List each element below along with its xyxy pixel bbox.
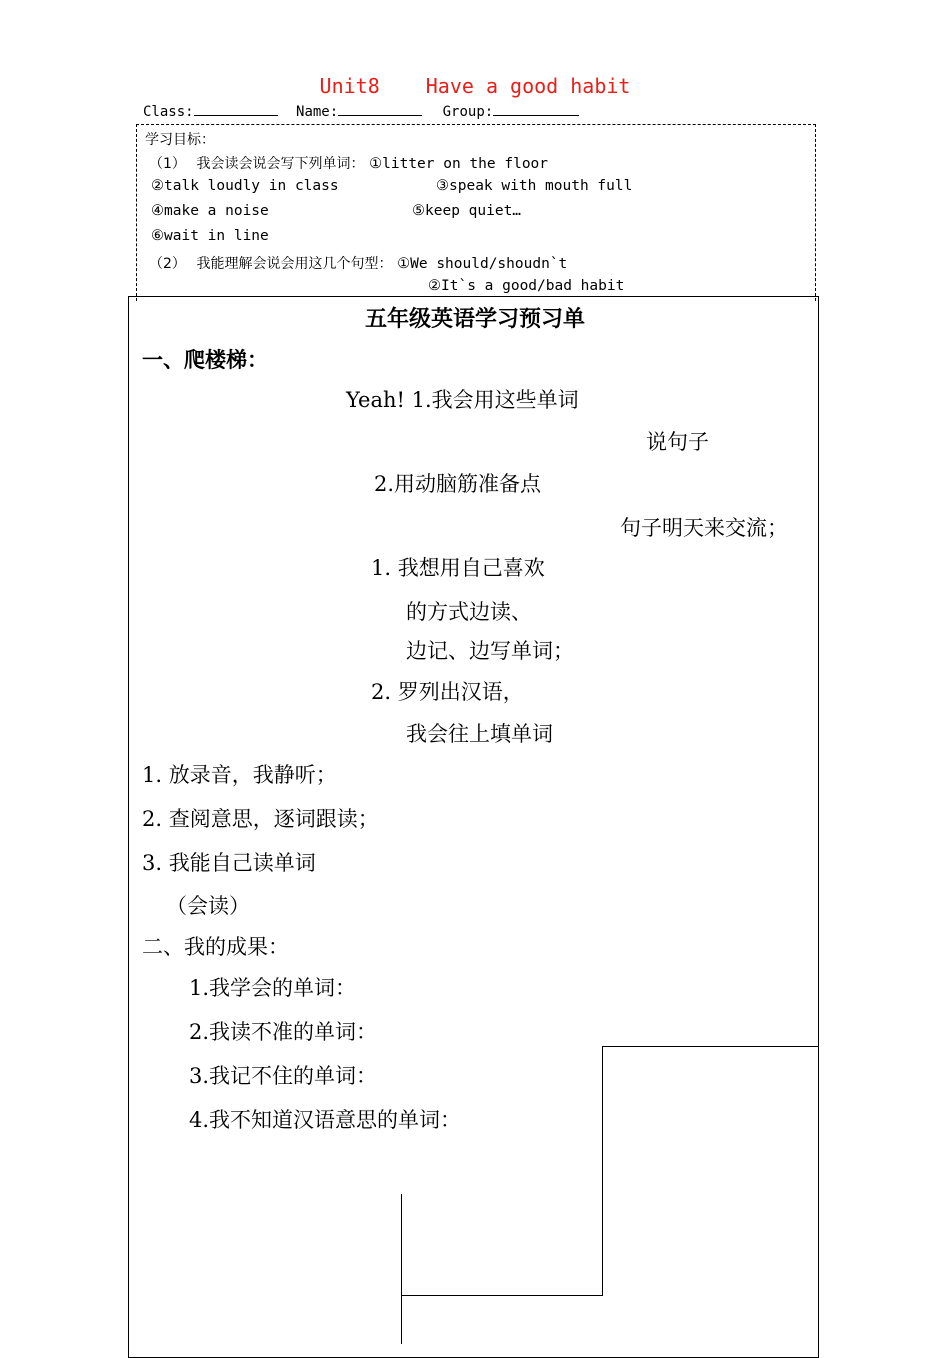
result-1: 1.我学会的单词： — [189, 976, 357, 1000]
name-label: Name: — [296, 104, 339, 120]
sentence-2: ②It`s a good/bad habit — [428, 278, 625, 294]
stair-mid-1b: 的方式边读、 — [406, 600, 532, 624]
stair-top-2: 2.用动脑筋准备点 — [374, 472, 542, 496]
stair-mid-2: 2. 罗列出汉语， — [371, 680, 524, 704]
word-4: ④make a noise — [151, 203, 269, 219]
word-6: ⑥wait in line — [151, 228, 269, 244]
word-1: ①litter on the floor — [369, 156, 549, 172]
result-3: 3.我记不住的单词： — [189, 1064, 378, 1088]
section-2-heading: 二、我的成果： — [142, 935, 289, 959]
class-blank[interactable] — [194, 103, 278, 116]
sentence-1: ①We should/shoudn`t — [397, 256, 568, 272]
section-1-heading: 一、爬楼梯： — [142, 348, 268, 372]
group-blank[interactable] — [493, 103, 579, 116]
unit-number: Unit8 — [319, 74, 380, 98]
stair-step-top — [603, 1046, 818, 1047]
goal-item-1: （1） 我会读会说会写下列单词： ①litter on the floor — [149, 156, 549, 172]
stair-low-3b: （会读） — [166, 894, 250, 918]
lesson-title: Have a good habit — [425, 74, 631, 98]
stair-top-2b: 句子明天来交流； — [620, 516, 788, 540]
stair-top-1b: 说句子 — [646, 430, 709, 454]
word-2: ②talk loudly in class — [151, 178, 339, 194]
word-5: ⑤keep quiet… — [412, 203, 522, 219]
stair-step-bottom — [402, 1295, 603, 1296]
stair-mid-1c: 边记、边写单词； — [406, 639, 574, 663]
sheet-title: 五年级英语学习预习单 — [364, 307, 585, 332]
goals-heading: 学习目标： — [145, 132, 215, 148]
stair-mid-1: 1. 我想用自己喜欢 — [371, 556, 545, 580]
word-3: ③speak with mouth full — [436, 178, 633, 194]
group-label: Group: — [442, 104, 494, 120]
stair-low-2: 2. 查阅意思，逐词跟读； — [142, 807, 379, 831]
goal-item-2: （2） 我能理解会说会用这几个句型： ①We should/shoudn`t — [149, 256, 568, 272]
stair-riser-right — [602, 1046, 603, 1296]
unit-title — [0, 74, 950, 98]
result-4: 4.我不知道汉语意思的单词： — [189, 1108, 462, 1132]
stair-top-1: Yeah! 1.我会用这些单词 — [346, 388, 579, 412]
stair-low-1: 1. 放录音，我静听； — [142, 763, 337, 787]
stair-mid-2b: 我会往上填单词 — [406, 722, 553, 746]
class-label: Class: — [143, 104, 194, 120]
stair-riser-left — [401, 1194, 402, 1344]
stair-low-3: 3. 我能自己读单词 — [142, 851, 316, 875]
result-2: 2.我读不准的单词： — [189, 1020, 378, 1044]
student-info-line — [143, 103, 579, 120]
name-blank[interactable] — [338, 103, 422, 116]
